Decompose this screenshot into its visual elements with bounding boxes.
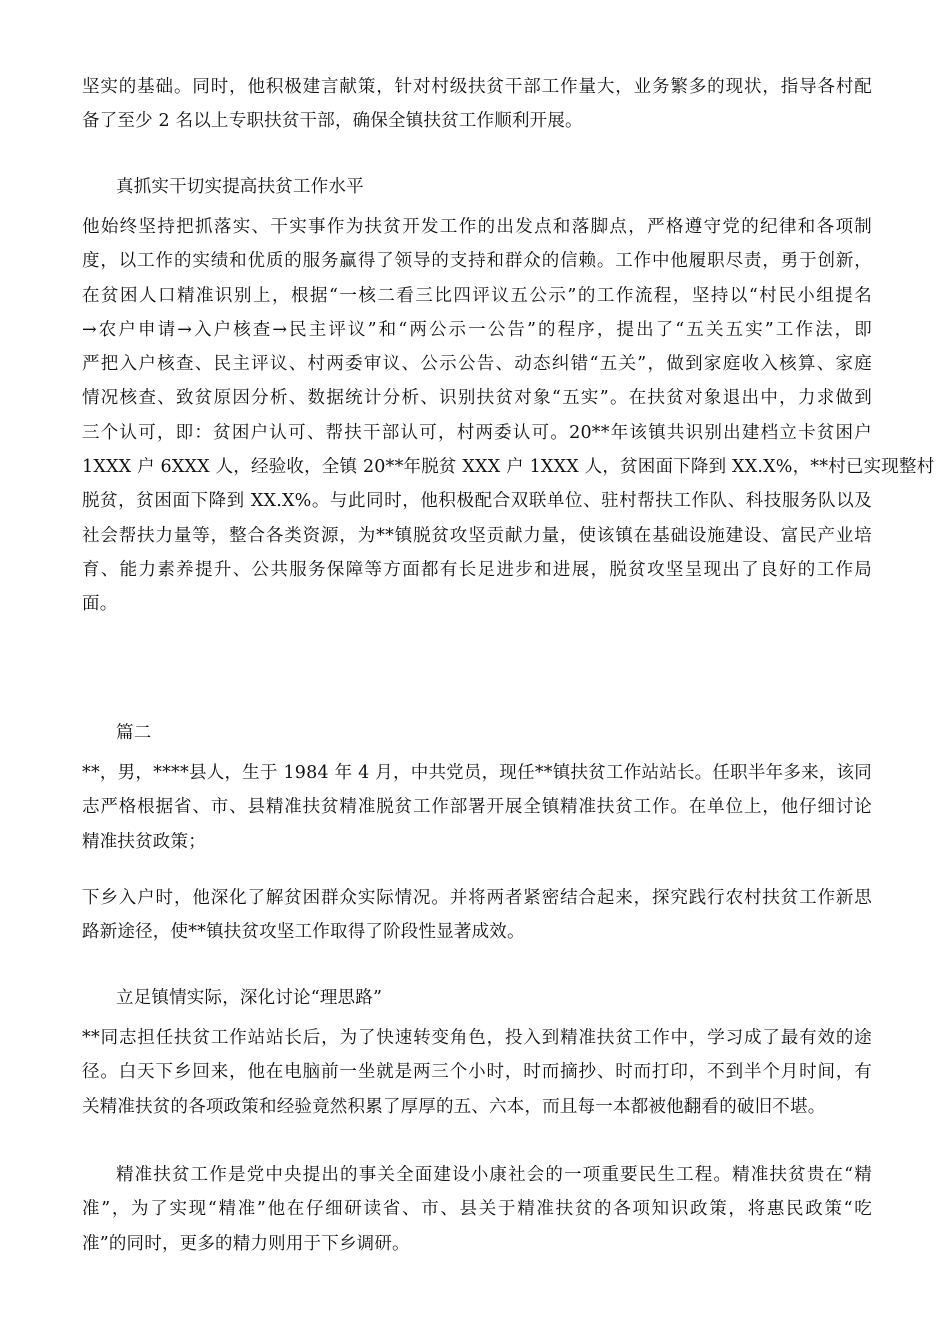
- text-line: →农户申请→入户核查→民主评议”和“两公示一公告”的程序，提出了“五关五实”工作法，即: [82, 319, 872, 340]
- text-line: 关精准扶贫的各项政策和经验竟然积累了厚厚的五、六本，而且每一本都被他翻看的破旧不堪。: [82, 1096, 826, 1117]
- text-line: **同志担任扶贫工作站站长后，为了快速转变角色，投入到精准扶贫工作中，学习成了最有效的途: [82, 1028, 872, 1048]
- section-heading-improve-work: 真抓实干切实提高扶贫工作水平: [116, 177, 364, 197]
- paragraph-precision-poverty: [82, 1158, 872, 1261]
- text-line: 面。: [82, 594, 118, 615]
- section-heading-part-two: 篇二: [116, 723, 152, 743]
- text-line: 下乡入户时，他深化了解贫困群众实际情况。并将两者紧密结合起来，探究践行农村扶贫工作新思: [82, 888, 872, 908]
- text-line: 路新途径，使**镇扶贫攻坚工作取得了阶段性显著成效。: [82, 922, 525, 943]
- text-line: 准”的同时，更多的精力则用于下乡调研。: [82, 1233, 410, 1254]
- text-line: 他始终坚持把抓落实、干实事作为扶贫开发工作的出发点和落脚点，严格遵守党的纪律和各项制: [82, 217, 872, 237]
- text-line: 精准扶贫工作是党中央提出的事关全面建设小康社会的一项重要民生工程。精准扶贫贵在“精: [116, 1165, 872, 1185]
- text-line: 志严格根据省、市、县精准扶贫精准脱贫工作部署开展全镇精准扶贫工作。在单位上，他仔细讨论: [82, 797, 872, 818]
- text-line: 严把入户核查、民主评议、村两委审议、公示公告、动态纠错“五关”，做到家庭收入核算、家庭: [82, 354, 872, 375]
- text-line: 径。白天下乡回来，他在电脑前一坐就是两三个小时，时而摘抄、时而打印，不到半个月时间，有: [82, 1062, 872, 1083]
- text-line: 度，以工作的实绩和优质的服务赢得了领导的支持和群众的信赖。工作中他履职尽责，勇于创新，: [82, 251, 872, 272]
- section-heading-think-road: 立足镇情实际，深化讨论“理思路”: [116, 988, 383, 1008]
- paragraph-foundation: [82, 70, 872, 139]
- paragraph-learning: [82, 1021, 872, 1124]
- text-line: 情况核查、致贫原因分析、数据统计分析、识别扶贫对象“五实”。在扶贫对象退出中，力求做到: [82, 388, 872, 409]
- text-line: 精准扶贫政策；: [82, 831, 206, 852]
- text-line: 1XXX 户 6XXX 人，经验收，全镇 20**年脱贫 XXX 户 1XXX 人，贫困面下降到 XX.X%，**村已实现整村: [82, 457, 935, 478]
- text-line: 备了至少 2 名以上专职扶贫干部，确保全镇扶贫工作顺利开展。: [82, 111, 583, 132]
- text-line: 在贫困人口精准识别上，根据“一核二看三比四评议五公示”的工作流程，坚持以“村民小组提名: [82, 285, 872, 306]
- text-line: 三个认可，即：贫困户认可、帮扶干部认可，村两委认可。20**年该镇共识别出建档立卡贫困户: [82, 422, 872, 443]
- paragraph-field-visits: [82, 881, 872, 950]
- text-line: 育、能力素养提升、公共服务保障等方面都有长足进步和进展，脱贫攻坚呈现出了良好的工作局: [82, 559, 872, 580]
- text-line: 社会帮扶力量等，整合各类资源，为**镇脱贫攻坚贡献力量，使该镇在基础设施建设、富民产业培: [82, 525, 872, 546]
- text-line: 脱贫，贫困面下降到 XX.X%。与此同时，他积极配合双联单位、驻村帮扶工作队、科技服务队以及: [82, 491, 872, 512]
- text-line: 准”，为了实现“精准”他在仔细研读省、市、县关于精准扶贫的各项知识政策，将惠民政策“吃: [82, 1199, 872, 1220]
- paragraph-profile: [82, 756, 872, 859]
- text-line: **，男，****县人，生于 1984 年 4 月，中共党员，现任**镇扶贫工作站站长。任职半年多来，该同: [82, 763, 872, 783]
- paragraph-work-method: [82, 210, 935, 622]
- text-line: 坚实的基础。同时，他积极建言献策，针对村级扶贫干部工作量大，业务繁多的现状，指导各村配: [82, 77, 872, 97]
